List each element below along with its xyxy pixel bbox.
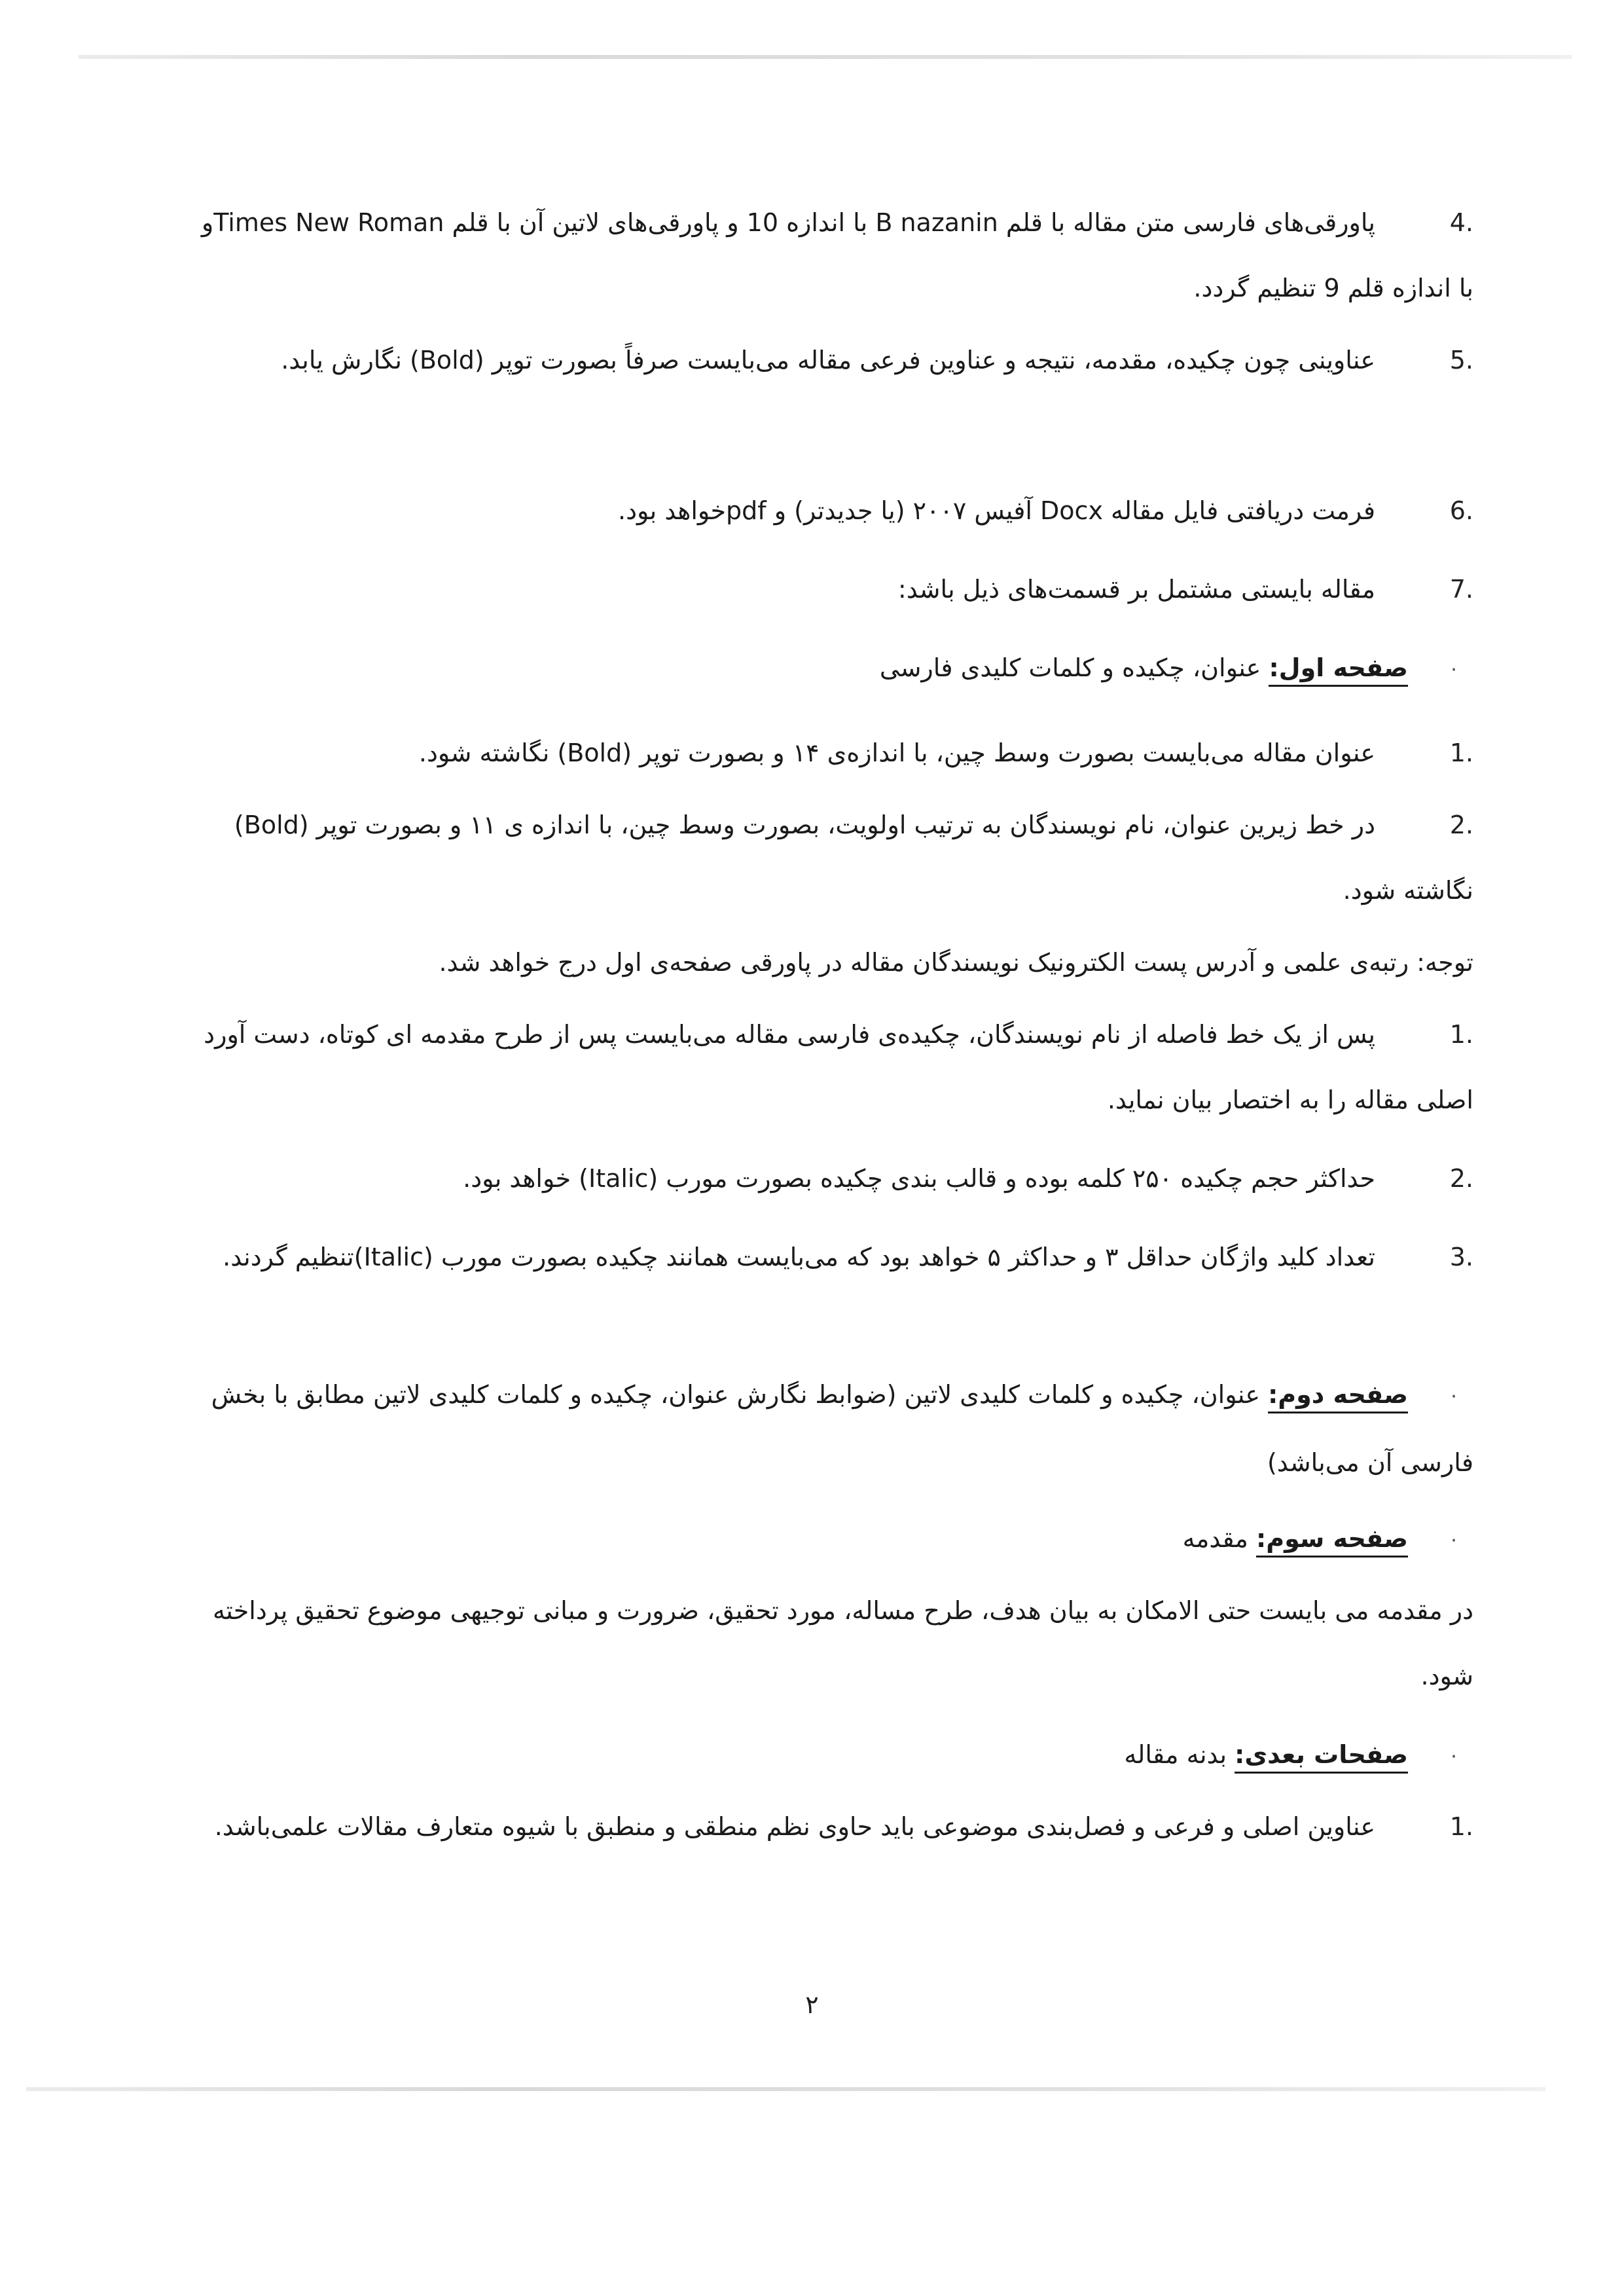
list-text: عنوان مقاله می‌بایست بصورت وسط چین، با اندازه‌ی ۱۴ و بصورت توپر (Bold) نگاشته شود. xyxy=(418,738,1375,767)
list-item-3-keywords xyxy=(196,1224,1473,1290)
list-number: 1. xyxy=(1449,1020,1473,1049)
list-text: تعداد کلید واژگان حداقل ۳ و حداکثر ۵ خواهد بود که می‌بایست همانند چکیده بصورت مورب (Italic)تنظیم گردند. xyxy=(223,1243,1375,1271)
list-text: پاورقی‌های فارسی متن مقاله با قلم B nazanin با اندازه 10 و پاورقی‌های لاتین آن با قلم Times New Romanو با اندازه قلم 9 تنظیم گردد. xyxy=(201,208,1473,302)
section-third-page xyxy=(196,1506,1473,1574)
section-title: صفحه سوم: xyxy=(1256,1524,1408,1558)
list-number: 2. xyxy=(1449,1164,1473,1193)
bullet: · xyxy=(1451,659,1457,682)
list-number: 7. xyxy=(1449,575,1473,604)
list-item-6 xyxy=(196,478,1473,543)
list-number: 6. xyxy=(1449,496,1473,525)
list-number: 4. xyxy=(1449,208,1473,237)
bullet: · xyxy=(1451,1529,1457,1552)
list-text: فرمت دریافتی فایل مقاله Docx آفیس ۲۰۰۷ (یا جدیدتر) و pdfخواهد بود. xyxy=(618,496,1375,525)
section-title: صفحات بعدی: xyxy=(1235,1740,1408,1774)
list-number: 5. xyxy=(1449,346,1473,374)
page-number: ۲ xyxy=(805,1990,819,2019)
list-text: مقاله بایستی مشتمل بر قسمت‌های ذیل باشد: xyxy=(897,575,1375,604)
section-first-page xyxy=(196,635,1473,703)
list-number: 2. xyxy=(1449,811,1473,839)
list-item-1-body xyxy=(196,1794,1473,1859)
section-text: مقدمه xyxy=(1182,1524,1248,1553)
section-text: بدنه مقاله xyxy=(1124,1740,1227,1769)
list-item-5 xyxy=(196,327,1473,393)
note-paragraph xyxy=(196,930,1473,995)
list-item-2-authors xyxy=(196,792,1473,923)
list-number: 1. xyxy=(1449,1812,1473,1841)
list-item-4 xyxy=(196,190,1473,321)
section-next-pages xyxy=(196,1722,1473,1790)
intro-text: در مقدمه می بایست حتی الامکان به بیان هدف، طرح مساله، مورد تحقیق، ضرورت و مبانی توجیهی موضوع تحقیق پرداخته شود. xyxy=(212,1596,1473,1690)
section-title: صفحه اول: xyxy=(1269,653,1408,687)
list-number: 3. xyxy=(1449,1243,1473,1271)
list-item-1-title xyxy=(196,720,1473,786)
scan-bottom-edge xyxy=(26,2087,1545,2091)
bullet: · xyxy=(1451,1385,1457,1408)
list-text: عناوین اصلی و فرعی و فصل‌بندی موضوعی باید حاوی نظم منطقی و منطبق با شیوه متعارف مقالات علمی‌باشد. xyxy=(214,1812,1375,1841)
scan-top-edge xyxy=(79,55,1572,59)
section-second-page xyxy=(196,1362,1473,1495)
list-text: پس از یک خط فاصله از نام نویسندگان، چکیده‌ی فارسی مقاله می‌بایست پس از طرح مقدمه ای کوتاه، دست آورد اصلی مقاله را به اختصار بیان نماید. xyxy=(204,1020,1473,1114)
bullet: · xyxy=(1451,1745,1457,1768)
section-title: صفحه دوم: xyxy=(1268,1380,1408,1413)
list-item-1-abstract xyxy=(196,1002,1473,1133)
section-text: عنوان، چکیده و کلمات کلیدی فارسی xyxy=(879,653,1261,682)
note-text: توجه: رتبه‌ی علمی و آدرس پست الکترونیک نویسندگان مقاله در پاورقی صفحه‌ی اول درج خواهد شد. xyxy=(439,948,1473,977)
list-text: عناوینی چون چکیده، مقدمه، نتیجه و عناوین فرعی مقاله می‌بایست صرفاً بصورت توپر (Bold) نگارش یابد. xyxy=(281,346,1375,374)
list-item-7 xyxy=(196,556,1473,622)
list-text: در خط زیرین عنوان، نام نویسندگان به ترتیب اولویت، بصورت وسط چین، با اندازه ی ۱۱ و بصورت توپر (Bold) نگاشته شود. xyxy=(234,811,1473,905)
list-text: حداکثر حجم چکیده ۲۵۰ کلمه بوده و قالب بندی چکیده بصورت مورب (Italic) خواهد بود. xyxy=(463,1164,1375,1193)
section-text: عنوان، چکیده و کلمات کلیدی لاتین (ضوابط نگارش عنوان، چکیده و کلمات کلیدی لاتین مطابق با بخش فارسی آن می‌باشد) xyxy=(211,1380,1473,1477)
intro-paragraph xyxy=(196,1578,1473,1709)
list-number: 1. xyxy=(1449,738,1473,767)
list-item-2-abstract-length xyxy=(196,1146,1473,1211)
